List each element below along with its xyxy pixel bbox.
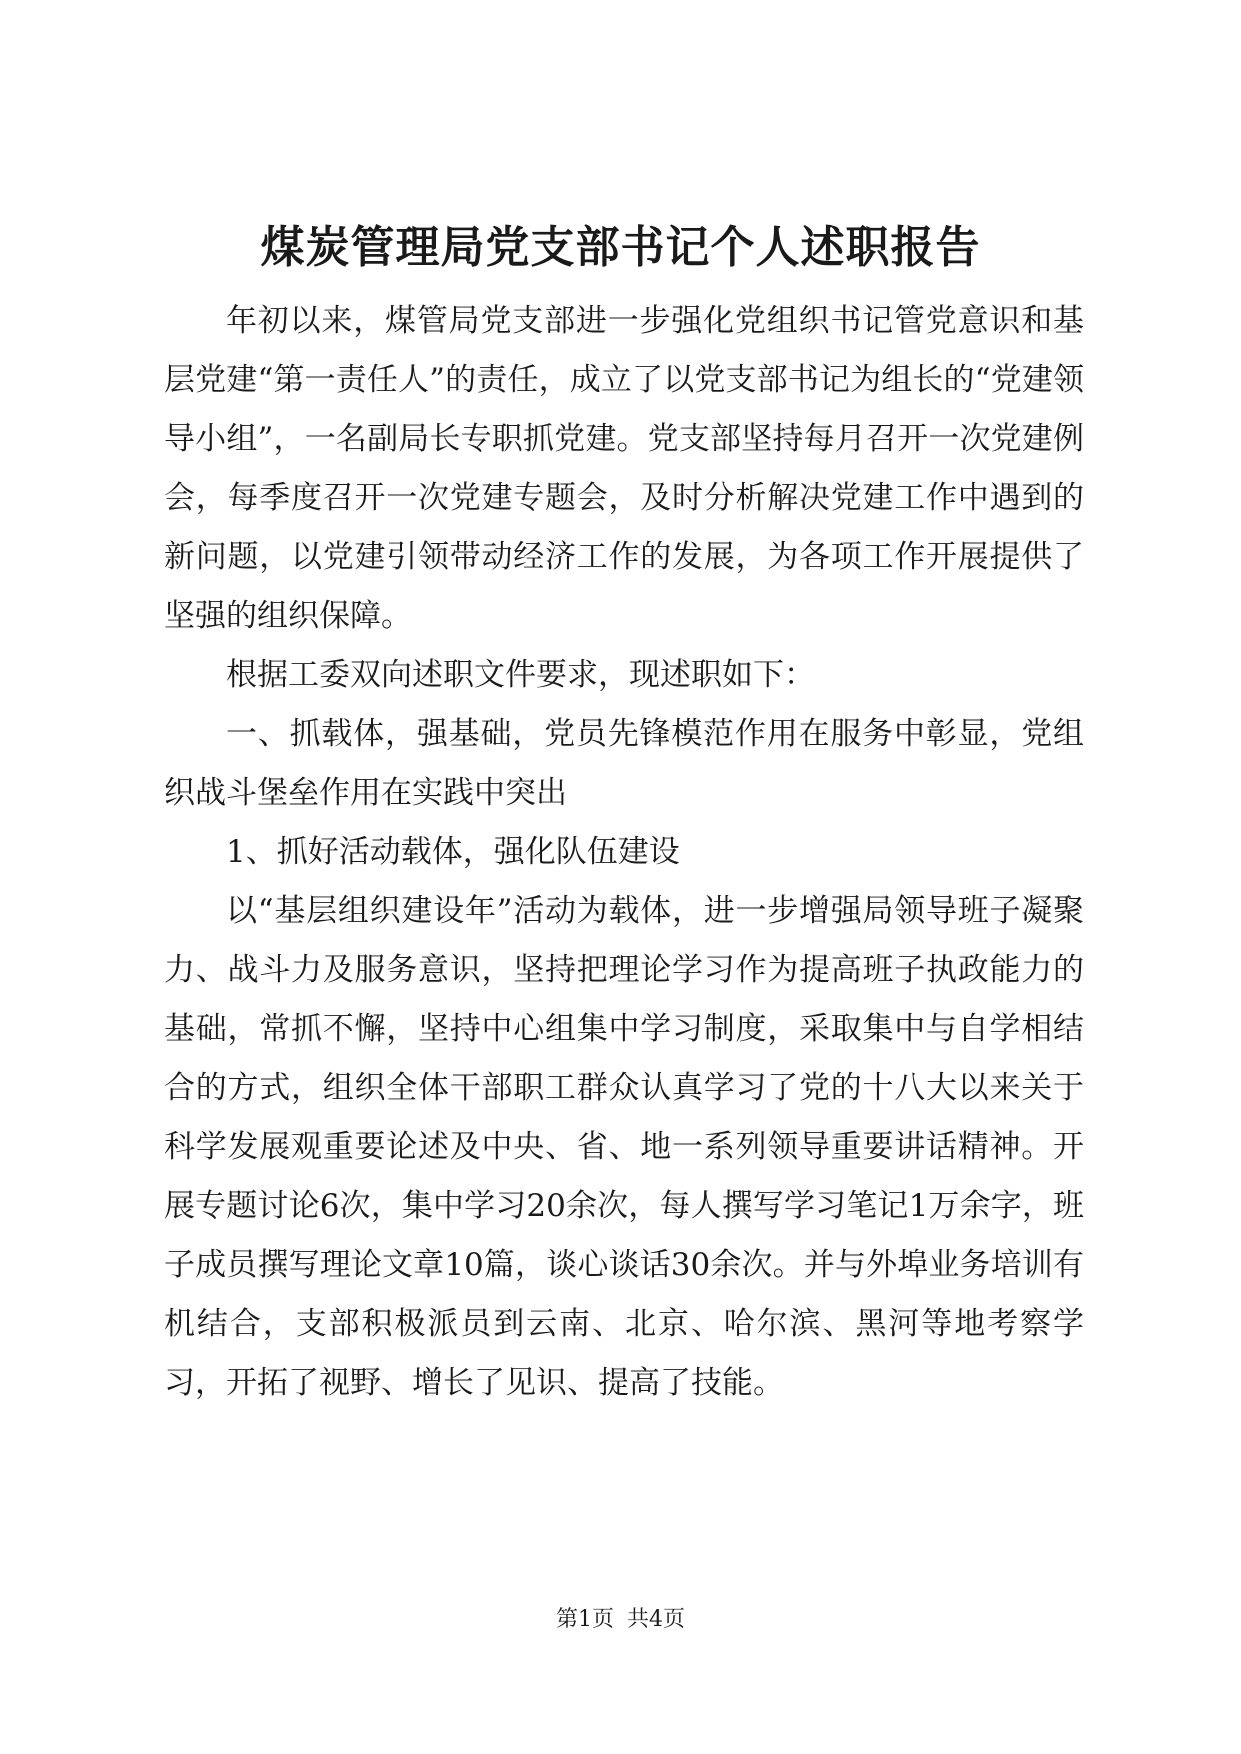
paragraph-preface: 根据工委双向述职文件要求，现述职如下： [226, 657, 815, 693]
paragraph-activities: 以“基层组织建设年”活动为载体，进一步增强局领导班子凝聚力、战斗力及服务意识，坚持把理论学习作为提高班子执政能力的基础，常抓不懈，坚持中心组集中学习制度，采取集中与自学相结合的方式，组织全体干部职工群众认真学习了党的十八大以来关于科学发展观重要论述及中央、省、地一系列领导重要讲话精神。开展专题讨论6次，集中学习20余次，每人撰写学习笔记1万余字，班子成员撰写理论文章10篇，谈心谈话30余次。并与外埠业务培训有机结合，支部积极派员到云南、北京、哈尔滨、黑河等地考察学习，开拓了视野、增长了见识、提高了技能。 [164, 893, 1084, 1401]
document-title: 煤炭管理局党支部书记个人述职报告 [260, 222, 981, 273]
page-number: 第1页 [556, 1607, 614, 1632]
page-footer [0, 1605, 1241, 1635]
subsection-heading-1: 1、抓好活动载体，强化队伍建设 [226, 834, 680, 870]
section-heading-1: 一、抓载体，强基础，党员先锋模范作用在服务中彰显，党组织战斗堡垒作用在实践中突出 [164, 716, 1084, 811]
document-body [164, 292, 1084, 1413]
paragraph-intro: 年初以来，煤管局党支部进一步强化党组织书记管党意识和基层党建“第一责任人”的责任，成立了以党支部书记为组长的“党建领导小组”，一名副局长专职抓党建。党支部坚持每月召开一次党建例会，每季度召开一次党建专题会，及时分析解决党建工作中遇到的新问题，以党建引领带动经济工作的发展，为各项工作开展提供了坚强的组织保障。 [164, 303, 1084, 634]
page-total: 共4页 [627, 1607, 685, 1632]
